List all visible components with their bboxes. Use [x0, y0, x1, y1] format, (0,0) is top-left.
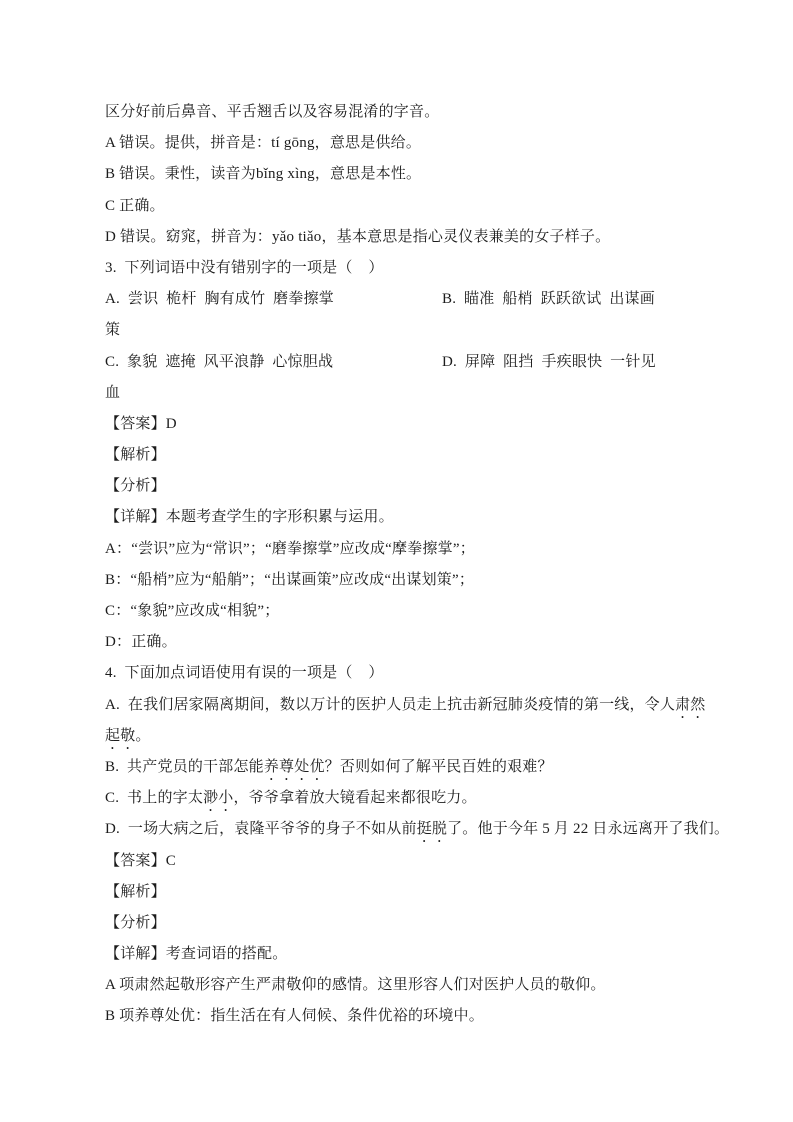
- text-run: ，爷爷拿着放大镜看起来都很吃力。: [233, 790, 477, 807]
- text-run: 【分析】: [105, 478, 166, 495]
- document-line: [105, 315, 723, 346]
- document-line: [105, 939, 723, 970]
- emphasized-word: 养尊处优: [263, 758, 325, 775]
- text-run: D：正确。: [105, 634, 177, 651]
- document-line: [105, 378, 723, 409]
- text-run: 【答案】C: [105, 852, 177, 869]
- document-line: [105, 690, 723, 721]
- document-line: [105, 565, 723, 596]
- text-run: ？否则如何了解平民百姓的艰难？: [324, 758, 553, 775]
- text-run: 【答案】D: [105, 415, 177, 432]
- text-run: 血: [105, 384, 121, 401]
- document-line: [105, 970, 723, 1001]
- text-run: 了。他于今年 5 月 22 日永远离开了我们。: [447, 821, 730, 838]
- document-line: [105, 1001, 723, 1032]
- document-line: [105, 534, 723, 565]
- text-run: C. 书上的字太: [105, 790, 204, 807]
- text-run: 4. 下面加点词语使用有误的一项是（ ）: [105, 665, 384, 682]
- text-run: 【详解】考查词语的搭配。: [105, 946, 288, 963]
- text-run: C：“象貌”应改成“相貌”；: [105, 603, 280, 619]
- emphasized-word: 挺脱: [416, 821, 448, 838]
- document-line: [105, 627, 723, 658]
- text-run: 【解析】: [105, 883, 166, 900]
- document-line: [105, 721, 723, 752]
- text-run: A 错误。提供，拼音是：tí gōng，意思是供给。: [105, 135, 422, 152]
- document-line: [105, 128, 723, 159]
- document-line: [105, 253, 723, 284]
- document-line: [105, 783, 723, 814]
- text-run: C 正确。: [105, 197, 165, 214]
- document-line: [105, 159, 723, 190]
- document-line: [105, 347, 723, 378]
- document-line: [105, 502, 723, 533]
- text-run: B. 共产党员的干部怎能: [105, 758, 264, 775]
- text-run: 【详解】本题考查学生的字形积累与运用。: [105, 509, 394, 526]
- text-run: B 项养尊处优：指生活在有人伺候、条件优裕的环境中。: [105, 1008, 484, 1025]
- text-run: B：“船梢”应为“船艄”；“出谋画策”应改成“出谋划策”；: [105, 571, 475, 588]
- option-column-left: [105, 354, 333, 370]
- text-run: D. 屏障 阻挡 手疾眼快 一针见: [442, 353, 656, 370]
- text-run: D. 一场大病之后，袁隆平爷爷的身子不如从前: [105, 821, 417, 838]
- option-column-right: [442, 284, 655, 315]
- document-line: [105, 846, 723, 877]
- document-line: [105, 440, 723, 471]
- option-column-left: [105, 291, 334, 307]
- text-run: A 项肃然起敬形容产生严肃敬仰的感情。这里形容人们对医护人员的敬仰。: [105, 977, 606, 994]
- document-line: [105, 908, 723, 939]
- document-line: [105, 877, 723, 908]
- document-line: [105, 471, 723, 502]
- document-line: [105, 97, 723, 128]
- text-run: C. 象貌 遮掩 风平浪静 心惊胆战: [105, 353, 334, 370]
- document-line: [105, 409, 723, 440]
- text-run: B 错误。秉性，读音为bǐng xìng，意思是本性。: [105, 166, 422, 183]
- document-line: [105, 596, 723, 627]
- document-line: [105, 191, 723, 222]
- option-column-right: [442, 347, 656, 378]
- text-run: B. 瞄准 船梢 跃跃欲试 出谋画: [442, 291, 655, 308]
- text-run: A：“尝识”应为“常识”；“磨拳擦掌”应改成“摩拳擦掌”；: [105, 540, 475, 557]
- text-run: 【解析】: [105, 447, 166, 464]
- emphasized-word: 肃然: [675, 696, 706, 713]
- text-run: A. 在我们居家隔离期间，数以万计的医护人员走上抗击新冠肺炎疫情的第一线，令人: [105, 696, 676, 713]
- emphasized-word: 起敬: [105, 727, 136, 744]
- text-run: 【分析】: [105, 914, 166, 931]
- text-run: 。: [135, 727, 151, 744]
- document-line: [105, 222, 723, 253]
- text-run: 策: [105, 322, 121, 339]
- document-line: [105, 284, 723, 315]
- text-run: 区分好前后鼻音、平舌翘舌以及容易混淆的字音。: [105, 104, 440, 120]
- text-run: A. 尝识 桅杆 胸有成竹 磨拳擦掌: [105, 291, 334, 308]
- text-run: D 错误。窈窕，拼音为：yǎo tiǎo，基本意思是指心灵仪表兼美的女子样子。: [105, 228, 611, 245]
- text-run: 3. 下列词语中没有错别字的一项是（ ）: [105, 259, 384, 276]
- document-line: [105, 658, 723, 689]
- emphasized-word: 渺小: [203, 790, 234, 807]
- document-line: [105, 752, 723, 783]
- document-line: [105, 814, 730, 845]
